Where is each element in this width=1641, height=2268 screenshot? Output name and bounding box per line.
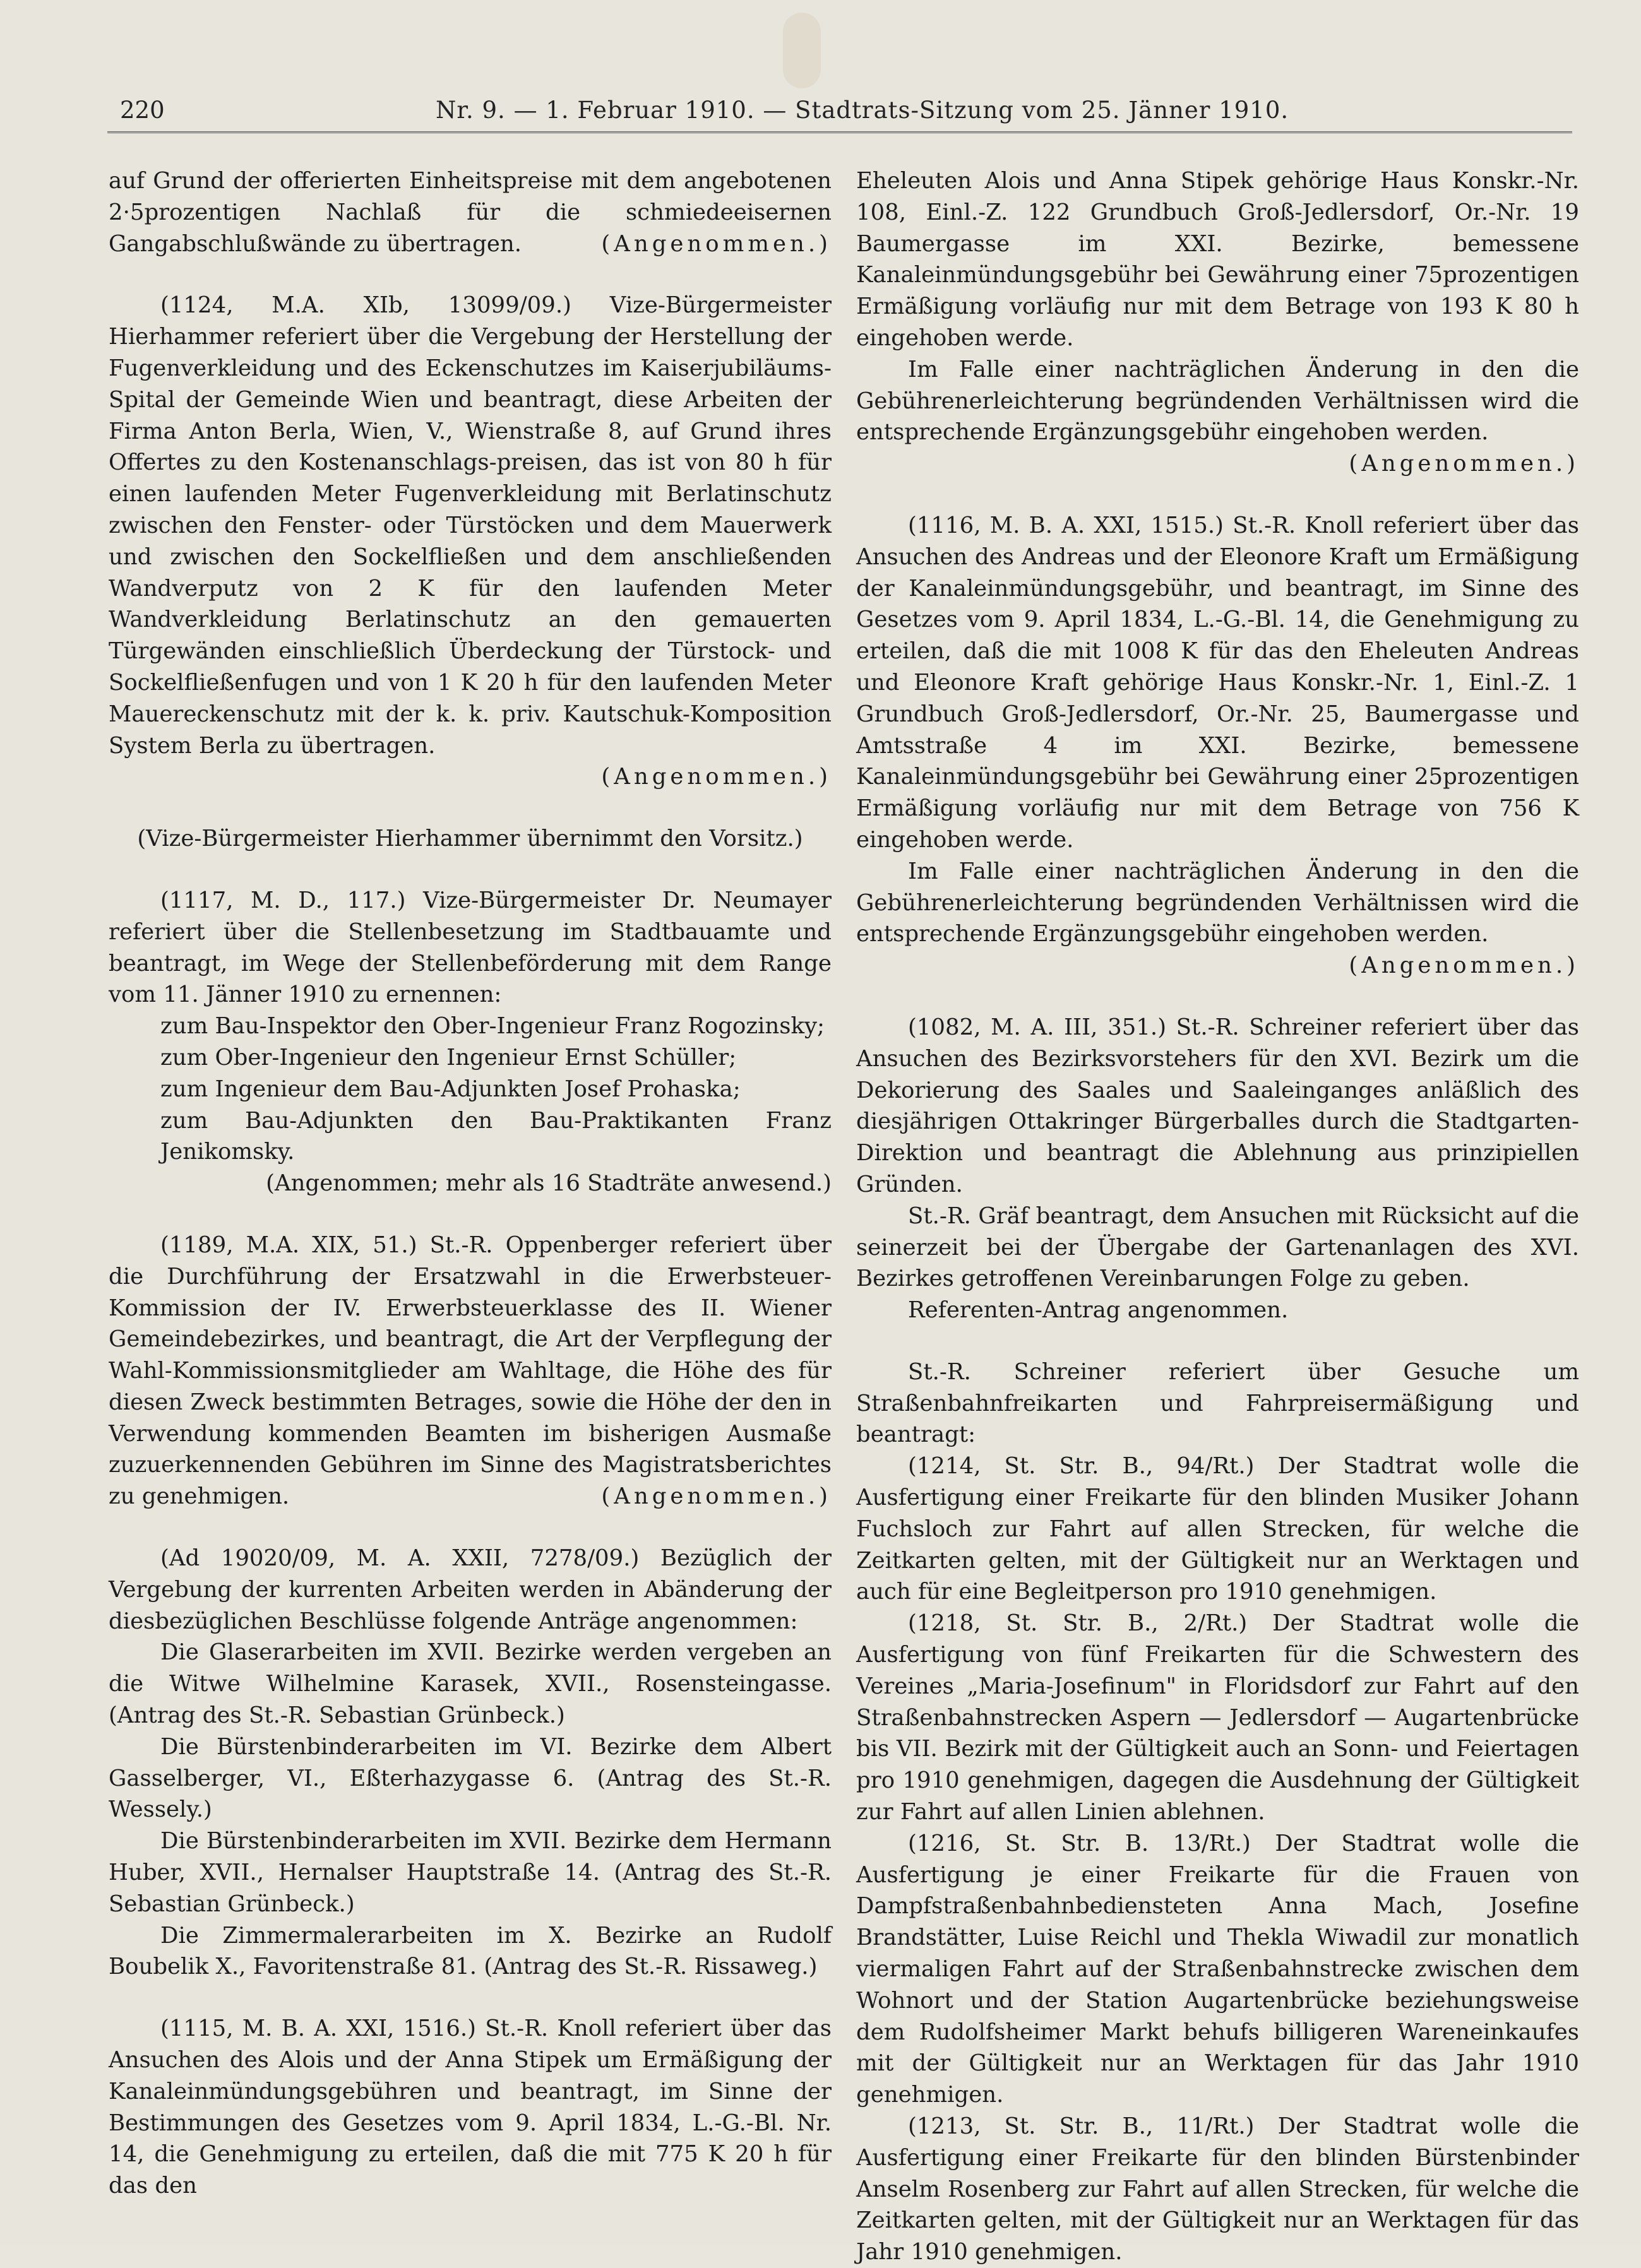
- paragraph: auf Grund der offerierten Einheitspreise mit dem angebotenen 2·5prozentigen Nachlaß für die schmiedeeisernen Gangabschlußwände zu übertragen. (Angenommen.): [109, 165, 832, 259]
- result-label: (Angenommen.): [601, 764, 832, 790]
- paragraph: St.-R. Gräf beantragt, dem Ansuchen mit Rücksicht auf die seinerzeit bei der Übergabe der Gartenanlagen des XVI. Bezirkes getroffenen Vereinbarungen Folge zu geben.: [856, 1202, 1579, 1292]
- paragraph: Referenten-Antrag angenommen.: [908, 1297, 1289, 1324]
- paragraph: (Ad 19020/09, M. A. XXII, 7278/09.) Bezüglich der Vergebung der kurrenten Arbeiten werden in Abänderung der diesbezüglichen Beschlüsse folgende Anträge angenommen:: [109, 1545, 832, 1634]
- list-item: Die Bürstenbinderarbeiten im XVII. Bezirke dem Hermann Huber, XVII., Hernalser Hauptstraße 14. (Antrag des St.-R. Sebastian Grünbeck.): [109, 1828, 832, 1917]
- paragraph: (1213, St. Str. B., 11/Rt.) Der Stadtrat wolle die Ausfertigung einer Freikarte für den blinden Bürstenbinder Anselm Rosenberg zur Fahrt auf allen Strecken, für welche die Zeitkarten gelten, mit der Gültigkeit nur an Werktagen für das Jahr 1910 genehmigen.: [856, 2113, 1579, 2265]
- result-label: (Angenommen; mehr als 16 Stadträte anwesend.): [266, 1170, 832, 1197]
- result-label: (Angenommen.): [601, 1483, 832, 1510]
- paper-stain: [783, 13, 821, 88]
- paragraph: (1218, St. Str. B., 2/Rt.) Der Stadtrat wolle die Ausfertigung von fünf Freikarten für die Schwestern des Vereines „Maria-Josefinum" in Floridsdorf zur Fahrt auf den Straßenbahnstrecken Aspern — Jedlersdorf — Augartenbrücke bis VII. Bezirk mit der Gültigkeit auch an Sonn- und Feiertagen pro 1910 genehmigen, dagegen die Ausdehnung der Gültigkeit zur Fahrt auf allen Linien ablehnen.: [856, 1610, 1579, 1826]
- paragraph: (1082, M. A. III, 351.) St.-R. Schreiner referiert über das Ansuchen des Bezirksvorstehers für den XVI. Bezirk um die Dekorierung des Saales und Saaleinganges anläßlich des diesjährigen Ottakringer Bürgerballes durch die Stadtgarten-Direktion und beantragt die Ablehnung aus prinzipiellen Gründen.: [856, 1014, 1579, 1197]
- paragraph: Eheleuten Alois und Anna Stipek gehörige Haus Konskr.-Nr. 108, Einl.-Z. 122 Grundbuch Groß-Jedlersdorf, Or.-Nr. 19 Baumergasse im XXI. Bezirke, bemessene Kanaleinmündungsgebühr bei Gewährung einer 75prozentigen Ermäßigung vorläufig nur mit dem Betrage von 193 K 80 h eingehoben werde.: [856, 168, 1579, 351]
- result-label: (Angenommen.): [1349, 451, 1579, 477]
- list-item: zum Ober-Ingenieur den Ingenieur Ernst Schüller;: [160, 1044, 737, 1071]
- paragraph: St.-R. Schreiner referiert über Gesuche um Straßenbahnfreikarten und Fahrpreisermäßigung und beantragt:: [856, 1358, 1579, 1448]
- paragraph: (Vize-Bürgermeister Hierhammer übernimmt den Vorsitz.): [137, 826, 803, 852]
- list-item: Die Glaserarbeiten im XVII. Bezirke werden vergeben an die Witwe Wilhelmine Karasek, XVII., Rosensteingasse. (Antrag des St.-R. Sebastian Grünbeck.): [109, 1639, 832, 1729]
- page-header: [107, 85, 1572, 136]
- right-column: [856, 165, 1579, 2268]
- list-item: zum Ingenieur dem Bau-Adjunkten Josef Prohaska;: [160, 1076, 741, 1102]
- list-item: zum Bau-Adjunkten den Bau-Praktikanten Franz Jenikomsky.: [160, 1107, 832, 1165]
- paragraph: (1189, M.A. XIX, 51.) St.-R. Oppenberger referiert über die Durchführung der Ersatzwahl in die Erwerbsteuer-Kommission der IV. Erwerbsteuerklasse des II. Wiener Gemeindebezirkes, und beantragt, die Art der Verpflegung der Wahl-Kommissionsmitglieder am Wahltage, die Höhe des für diesen Zweck bestimmten Betrages, sowie die Höhe der den in Verwendung kommenden Beamten im bisherigen Ausmaße zuzuerkennenden Gebühren im Sinne des Magistratsberichtes zu genehmigen. (Angenommen.): [109, 1230, 832, 1512]
- list-item: zum Bau-Inspektor den Ober-Ingenieur Franz Rogozinsky;: [160, 1013, 825, 1040]
- paragraph: (1115, M. B. A. XXI, 1516.) St.-R. Knoll referiert über das Ansuchen des Alois und der Anna Stipek um Ermäßigung der Kanaleinmündungsgebühren und beantragt, im Sinne der Bestimmungen des Gesetzes vom 9. April 1834, L.-G.-Bl. Nr. 14, die Genehmigung zu erteilen, daß die mit 775 K 20 h für das den: [109, 2016, 832, 2199]
- paragraph: (1116, M. B. A. XXI, 1515.) St.-R. Knoll referiert über das Ansuchen des Andreas und der Eleonore Kraft um Ermäßigung der Kanaleinmündungsgebühr, und beantragt, im Sinne des Gesetzes vom 9. April 1834, L.-G.-Bl. 14, die Genehmigung zu erteilen, daß die mit 1008 K für das den Eheleuten Andreas und Eleonore Kraft gehörige Haus Konskr.-Nr. 1, Einl.-Z. 1 Grundbuch Groß-Jedlersdorf, Or.-Nr. 25, Baumergasse und Amtsstraße 4 im XXI. Bezirke, bemessene Kanaleinmündungsgebühr bei Gewährung einer 25prozentigen Ermäßigung vorläufig nur mit dem Betrage von 756 K eingehoben werde.: [856, 512, 1579, 853]
- paragraph: Im Falle einer nachträglichen Änderung in den die Gebührenerleichterung begründenden Verhältnissen wird die entsprechende Ergänzungsgebühr eingehoben werden. (Angenommen.): [856, 354, 1579, 448]
- list-item: Die Bürstenbinderarbeiten im VI. Bezirke dem Albert Gasselberger, VI., Eßterhazygasse 6. (Antrag des St.-R. Wessely.): [109, 1733, 832, 1823]
- paragraph: (1117, M. D., 117.) Vize-Bürgermeister Dr. Neumayer referiert über die Stellenbesetzung im Stadtbauamte und beantragt, im Wege der Stellenbeförderung mit dem Range vom 11. Jänner 1910 zu ernennen:: [109, 887, 832, 1008]
- result-label: (Angenommen.): [601, 230, 832, 257]
- header-rule: [107, 131, 1572, 138]
- list-item: Die Zimmermalerarbeiten im X. Bezirke an Rudolf Boubelik X., Favoritenstraße 81. (Antrag des St.-R. Rissaweg.): [109, 1922, 832, 1980]
- paragraph: Im Falle einer nachträglichen Änderung in den die Gebührenerleichterung begründenden Verhältnissen wird die entsprechende Ergänzungsgebühr eingehoben werden. (Angenommen.): [856, 856, 1579, 950]
- left-column: [109, 165, 832, 2202]
- header-title: Nr. 9. — 1. Februar 1910. — Stadtrats-Sitzung vom 25. Jänner 1910.: [436, 97, 1289, 124]
- paragraph: (1216, St. Str. B. 13/Rt.) Der Stadtrat wolle die Ausfertigung je einer Freikarte für die Frauen von Dampfstraßenbahnbediensteten Anna Mach, Josefine Brandstätter, Luise Reichl und Thekla Wiwadil zur monatlich viermaligen Fahrt auf der Straßenbahnstrecke zwischen dem Wohnort und der Station Augartenbrücke beziehungsweise dem Rudolfsheimer Markt behufs billigeren Wareneinkaufes mit der Gültigkeit nur an Werktagen für das Jahr 1910 genehmigen.: [856, 1830, 1579, 2108]
- paragraph: (1214, St. Str. B., 94/Rt.) Der Stadtrat wolle die Ausfertigung einer Freikarte für den blinden Musiker Johann Fuchsloch zur Fahrt auf allen Strecken, für welche die Zeitkarten gelten, mit der Gültigkeit nur an Werktagen und auch für eine Begleitperson pro 1910 genehmigen.: [856, 1453, 1579, 1605]
- paragraph: (1124, M.A. XIb, 13099/09.) Vize-Bürgermeister Hierhammer referiert über die Vergebung der Herstellung der Fugenverkleidung und des Eckenschutzes im Kaiserjubiläums-Spital der Gemeinde Wien und beantragt, diese Arbeiten der Firma Anton Berla, Wien, V., Wienstraße 8, auf Grund ihres Offertes zu den Kostenanschlags-preisen, das ist von 80 h für einen laufenden Meter Fugenverkleidung mit Berlatinschutz zwischen den Fenster- oder Türstöcken und dem Mauerwerk und zwischen den Sockelfließen und dem anschließenden Wandverputz von 2 K für den laufenden Meter Wandverkleidung Berlatinschutz an den gemauerten Türgewänden einschließlich Überdeckung der Türstock- und Sockelfließenfugen und von 1 K 20 h für den laufenden Meter Mauereckenschutz mit der k. k. priv. Kautschuk-Komposition System Berla zu übertragen.: [109, 292, 832, 759]
- result-label: (Angenommen.): [1349, 953, 1579, 979]
- page-number: 220: [120, 97, 165, 124]
